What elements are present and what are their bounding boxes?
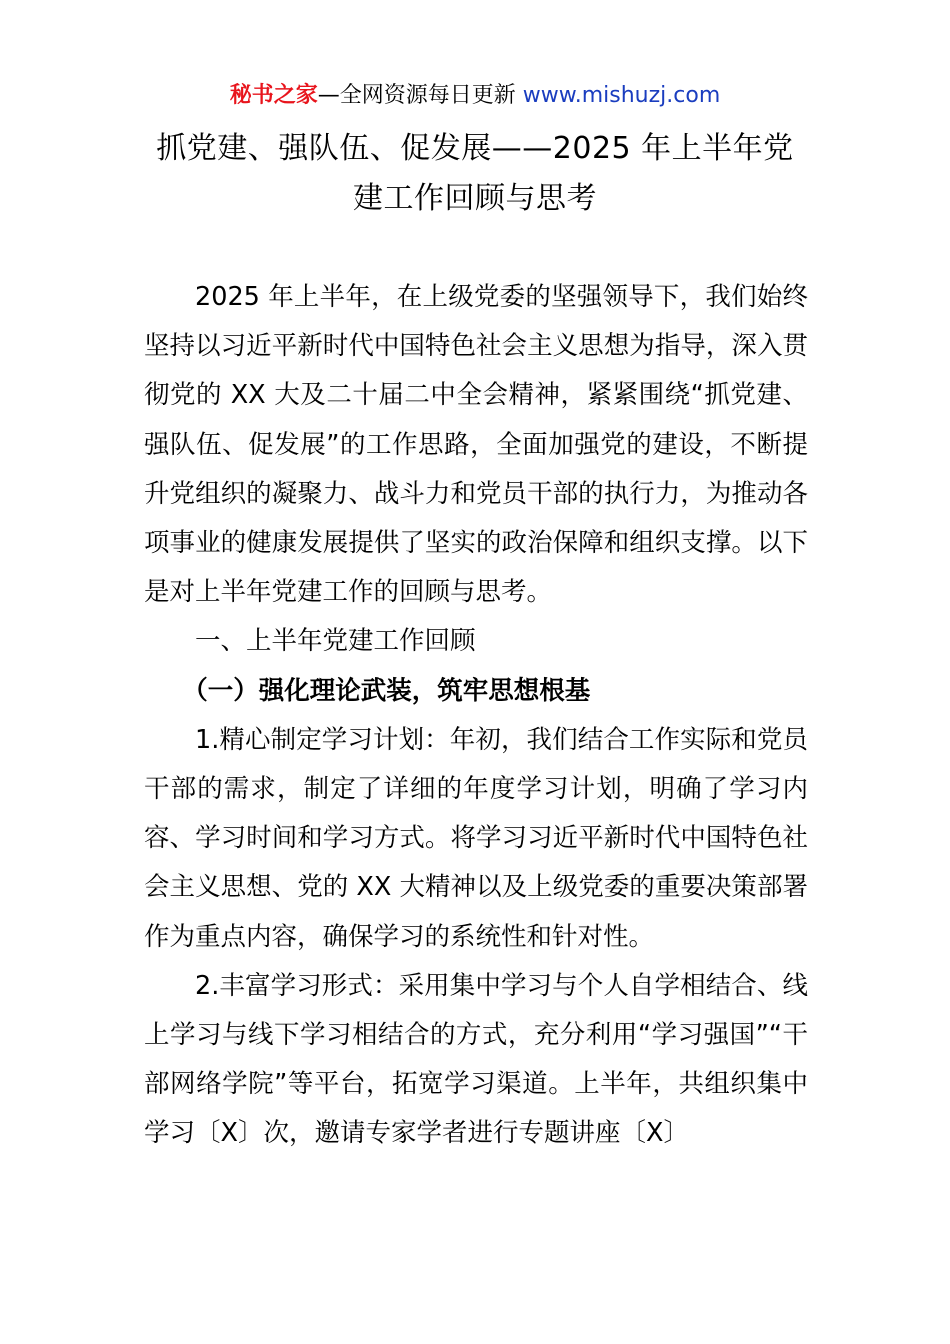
title-line-2: 建工作回顾与思考: [353, 181, 597, 216]
section-heading: 一、上半年党建工作回顾: [195, 626, 476, 657]
document-body: [144, 273, 808, 1159]
body-paragraph-2: 2.丰富学习形式：采用集中学习与个人自学相结合、线上学习与线下学习相结合的方式，充分利用“学习强国”“干部网络学院”等平台，拓宽学习渠道。上半年，共组织集中学习〔X〕次，邀请专家学者进行专题讲座〔X〕: [144, 970, 808, 1149]
intro-paragraph: 2025 年上半年，在上级党委的坚强领导下，我们始终坚持以习近平新时代中国特色社会主义思想为指导，深入贯彻党的 XX 大及二十届二中全会精神，紧紧围绕“抓党建、强队伍、促发展”的工作思路，全面加强党的建设，不断提升党组织的凝聚力、战斗力和党员干部的执行力，为推动各项事业的健康发展提供了坚实的政治保障和组织支撑。以下是对上半年党建工作的回顾与思考。: [144, 282, 808, 608]
document-title: [120, 124, 830, 224]
site-url-link[interactable]: www.mishuzj.com: [522, 83, 721, 108]
title-line-1: 抓党建、强队伍、促发展——2025 年上半年党: [156, 131, 794, 166]
subsection-heading: （一）强化理论武装，筑牢思想根基: [182, 675, 591, 706]
header-tagline: —全网资源每日更新: [317, 83, 516, 108]
site-header: [0, 80, 950, 112]
body-paragraph-1: 1.精心制定学习计划：年初，我们结合工作实际和党员干部的需求，制定了详细的年度学习计划，明确了学习内容、学习时间和学习方式。将学习习近平新时代中国特色社会主义思想、党的 XX 大精神以及上级党委的重要决策部署作为重点内容，确保学习的系统性和针对性。: [144, 724, 808, 952]
brand-name: 秘书之家: [229, 83, 318, 108]
